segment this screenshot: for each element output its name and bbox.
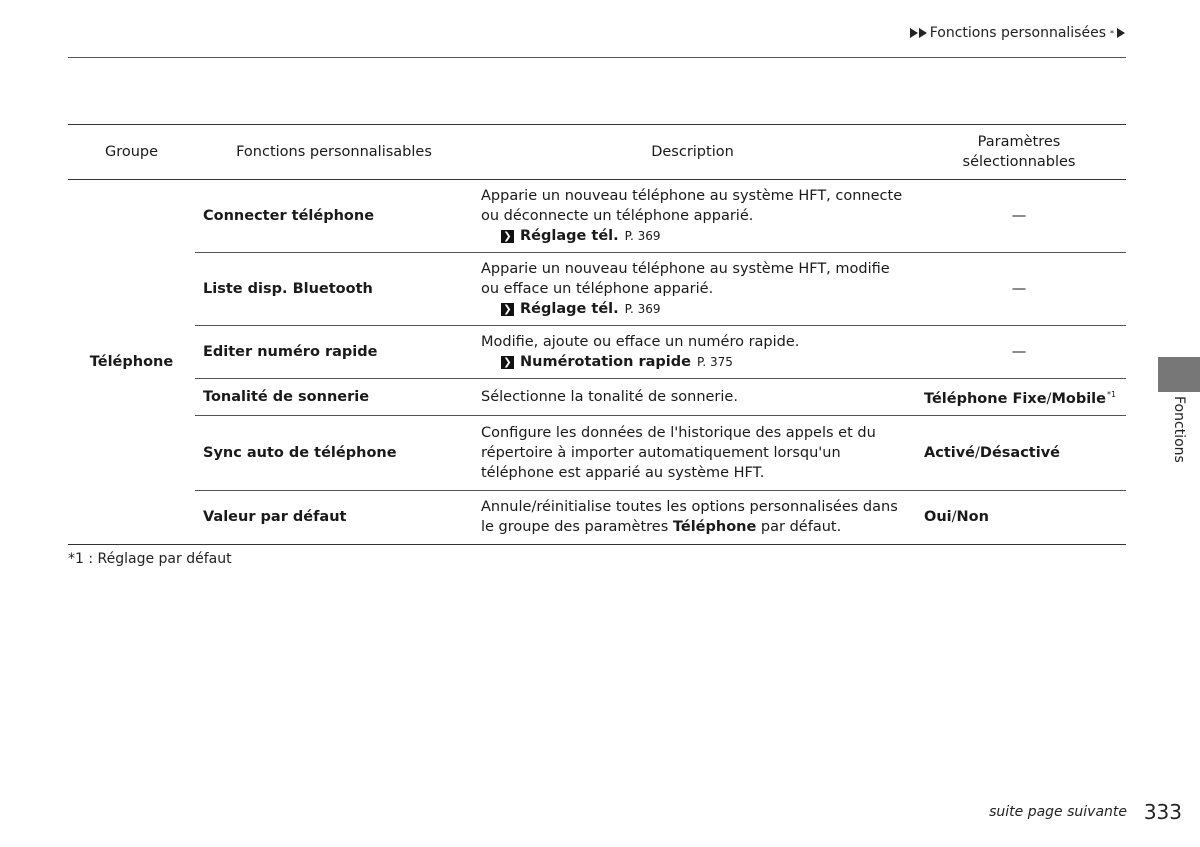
description-cell <box>473 253 912 326</box>
parameter-option: Non <box>956 509 989 526</box>
description-text: Apparie un nouveau téléphone au système HFT, modifie ou efface un téléphone apparié. <box>481 261 890 297</box>
reference-label: Réglage tél. <box>520 228 619 244</box>
reference-label: Réglage tél. <box>520 301 619 317</box>
page-reference <box>481 299 904 319</box>
function-name: Editer numéro rapide <box>195 326 473 379</box>
table-row <box>68 415 1126 490</box>
description-cell <box>473 326 912 379</box>
parameter-cell: — <box>912 180 1126 253</box>
reference-page: P. 369 <box>624 302 661 316</box>
table-row <box>68 490 1126 544</box>
continued-next-page: suite page suivante <box>989 804 1127 820</box>
parameter-option: Mobile <box>1051 390 1106 407</box>
custom-functions-table <box>68 124 1126 545</box>
table-row <box>68 379 1126 416</box>
parameter-cell <box>912 379 1126 416</box>
reference-page: P. 375 <box>696 355 733 369</box>
double-arrow-icon <box>910 28 927 38</box>
description-text: Sélectionne la tonalité de sonnerie. <box>473 379 912 416</box>
reference-label: Numérotation rapide <box>520 354 691 370</box>
parameter-cell <box>912 415 1126 490</box>
parameter-option: Désactivé <box>979 444 1060 461</box>
parameter-separator: / <box>1046 390 1052 407</box>
description-text: Annule/réinitialise toutes les options personnalisées dans le groupe des paramètres Téléphone par défaut. <box>473 490 912 544</box>
function-name: Connecter téléphone <box>195 180 473 253</box>
table-row <box>68 180 1126 253</box>
reference-page: P. 369 <box>624 229 661 243</box>
parameter-option: Téléphone Fixe <box>924 390 1047 407</box>
function-name: Tonalité de sonnerie <box>195 379 473 416</box>
parameter-cell <box>912 490 1126 544</box>
parameter-separator: / <box>951 509 957 526</box>
function-name: Valeur par défaut <box>195 490 473 544</box>
page-reference <box>481 226 904 246</box>
parameter-cell: — <box>912 326 1126 379</box>
table-header-row <box>68 125 1126 180</box>
column-header-functions: Fonctions personnalisables <box>195 125 473 180</box>
description-text: Modifie, ajoute ou efface un numéro rapide. <box>481 334 800 350</box>
parameter-option: Activé <box>924 444 976 461</box>
page-number: 333 <box>1143 800 1182 824</box>
group-name-bold: Téléphone <box>672 519 757 536</box>
reference-arrow-icon: ❯ <box>501 303 514 316</box>
group-cell: Téléphone <box>68 180 195 545</box>
description-text: Configure les données de l'historique des appels et du répertoire à importer automatiquement lorsqu'un téléphone est apparié au système HFT. <box>473 415 912 490</box>
chapter-tab-label: Fonctions <box>1171 396 1187 463</box>
column-header-parameters: Paramètres sélectionnables <box>912 125 1126 180</box>
description-text: Apparie un nouveau téléphone au système HFT, connecte ou déconnecte un téléphone apparié. <box>481 188 903 224</box>
table-row <box>68 326 1126 379</box>
parameter-separator: / <box>975 444 980 461</box>
column-header-group: Groupe <box>68 125 195 180</box>
column-header-description: Description <box>473 125 912 180</box>
function-name: Sync auto de téléphone <box>195 415 473 490</box>
header-divider <box>68 57 1126 58</box>
table-row <box>68 253 1126 326</box>
arrow-right-icon <box>1117 28 1125 38</box>
page-reference <box>481 352 904 372</box>
reference-arrow-icon: ❯ <box>501 356 514 369</box>
chapter-tab <box>1158 357 1200 392</box>
section-marker: * <box>1110 28 1114 38</box>
footnote: *1 : Réglage par défaut <box>68 551 232 567</box>
parameter-cell: — <box>912 253 1126 326</box>
section-title: Fonctions personnalisées <box>929 25 1106 41</box>
function-name: Liste disp. Bluetooth <box>195 253 473 326</box>
default-note-marker: *1 <box>1106 390 1117 399</box>
reference-arrow-icon: ❯ <box>501 230 514 243</box>
description-cell <box>473 180 912 253</box>
parameter-option: Oui <box>924 509 952 526</box>
section-breadcrumb <box>910 25 1125 41</box>
